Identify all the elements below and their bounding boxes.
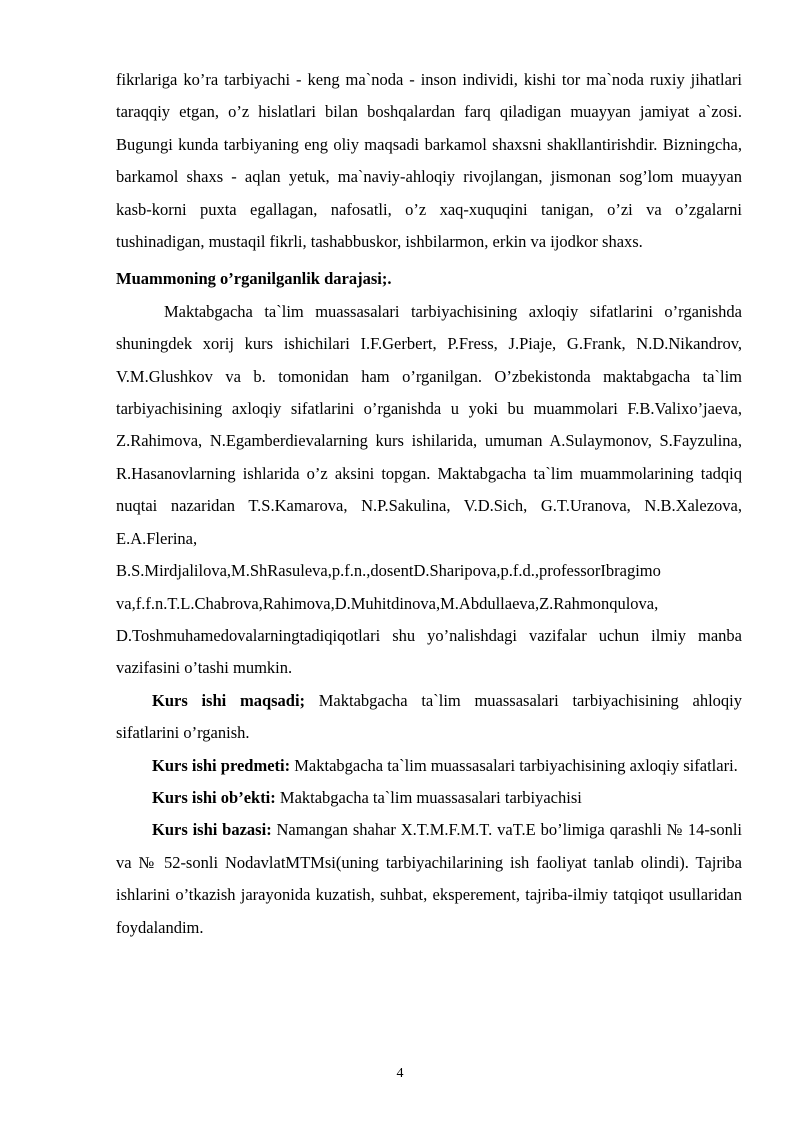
study-paragraph-line2: B.S.Mirdjalilova,M.ShRasuleva,p.f.n.,dosentD.Sharipova,p.f.d.,professorIbragimo [116, 561, 661, 581]
section-goal-label: Kurs ishi maqsadi; [152, 690, 306, 710]
document-page [116, 64, 742, 944]
study-paragraph-line3: va,f.f.n.T.L.Chabrova,Rahimova,D.Muhitdinova,M.Abdullaeva,Z.Rahmonqulova, [116, 593, 659, 613]
section-base-label: Kurs ishi bazasi: [152, 820, 272, 840]
section-subject-text: Maktabgacha ta`lim muassasalari tarbiyachisining axloqiy sifatlari. [290, 755, 738, 775]
section-object-text: Maktabgacha ta`lim muassasalari tarbiyachisi [275, 787, 582, 807]
section-subject-label: Kurs ishi predmeti: [152, 755, 291, 775]
section-goal [116, 685, 742, 750]
page-number: 4 [396, 1066, 404, 1081]
section-object [116, 782, 742, 814]
section-subject [116, 750, 742, 782]
section-object-label: Kurs ishi ob’ekti: [152, 787, 276, 807]
section-goal-text: Maktabgacha ta`lim muassasalari tarbiyachisining ahloqiy sifatlarini o’rganish. [116, 690, 742, 743]
section-heading [116, 263, 742, 295]
section-base [116, 814, 742, 944]
study-paragraph: Maktabgacha ta`lim muassasalari tarbiyachisining axloqiy sifatlarini o’rganishda shuningdek xorij kurs ishichilari I.F.Gerbert, P.Fress, J.Piaje, G.Frank, N.D.Nikandrov, V.M.Glushkov va b. tomonidan ham o’rganilgan. O’zbekistonda maktabgacha ta`lim tarbiyachisining axloqiy sifatlarini o’rganishda u yoki bu muammolari F.B.Valixo’jaeva, Z.Rahimova, N.Egamberdievalarning kurs ishilarida, umuman A.Sulaymonov, S.Fayzulina, R.Hasanovlarning ishlarida o’z aksini topgan. Maktabgacha ta`lim muammolarining tadqiq nuqtai nazaridan T.S.Kamarova, N.P.Sakulina, V.D.Sich, G.T.Uranova, N.B.Xalezova, E.A.Flerina, [116, 301, 742, 548]
study-paragraph-line4: D.Toshmuhamedovalarningtadiqiqotlari shu yo’nalishdagi vazifalar uchun ilmiy manba vazifasini o’tashi mumkin. [116, 625, 742, 678]
intro-paragraph: fikrlariga ko’ra tarbiyachi - keng ma`noda - inson individi, kishi tor ma`noda ruxiy jihatlari taraqqiy etgan, o’z hislatlari bilan boshqalardan farq qiladigan muayyan jamiyat a`zosi. Bugungi kunda tarbiyaning eng oliy maqsadi barkamol shaxsni shakllantirishdir. Bizningcha, barkamol shaxs - aqlan yetuk, ma`naviy-ahloqiy rivojlangan, jismonan sog’lom muayyan kasb-korni puxta egallagan, nafosatli, o’z xaq-xuquqini tanigan, o’zi va o’zgalarni tushinadigan, mustaqil fikrli, tashabbuskor, ishbilarmon, erkin va ijodkor shaxs. [116, 70, 742, 252]
section-base-text: Namangan shahar X.T.M.F.M.T. vaT.E bo’limiga qarashli № 14-sonli va № 52-sonli NodavlatMTMsi(uning tarbiyachilarining ish faoliyat tanlab olindi). Tajriba ishlarini o’tkazish jarayonida kuzatish, suhbat, eksperement, tajriba-ilmiy tatqiqot usullaridan foydalandim. [116, 820, 742, 937]
heading-text: Muammoning o’rganilganlik darajasi;. [116, 269, 392, 289]
